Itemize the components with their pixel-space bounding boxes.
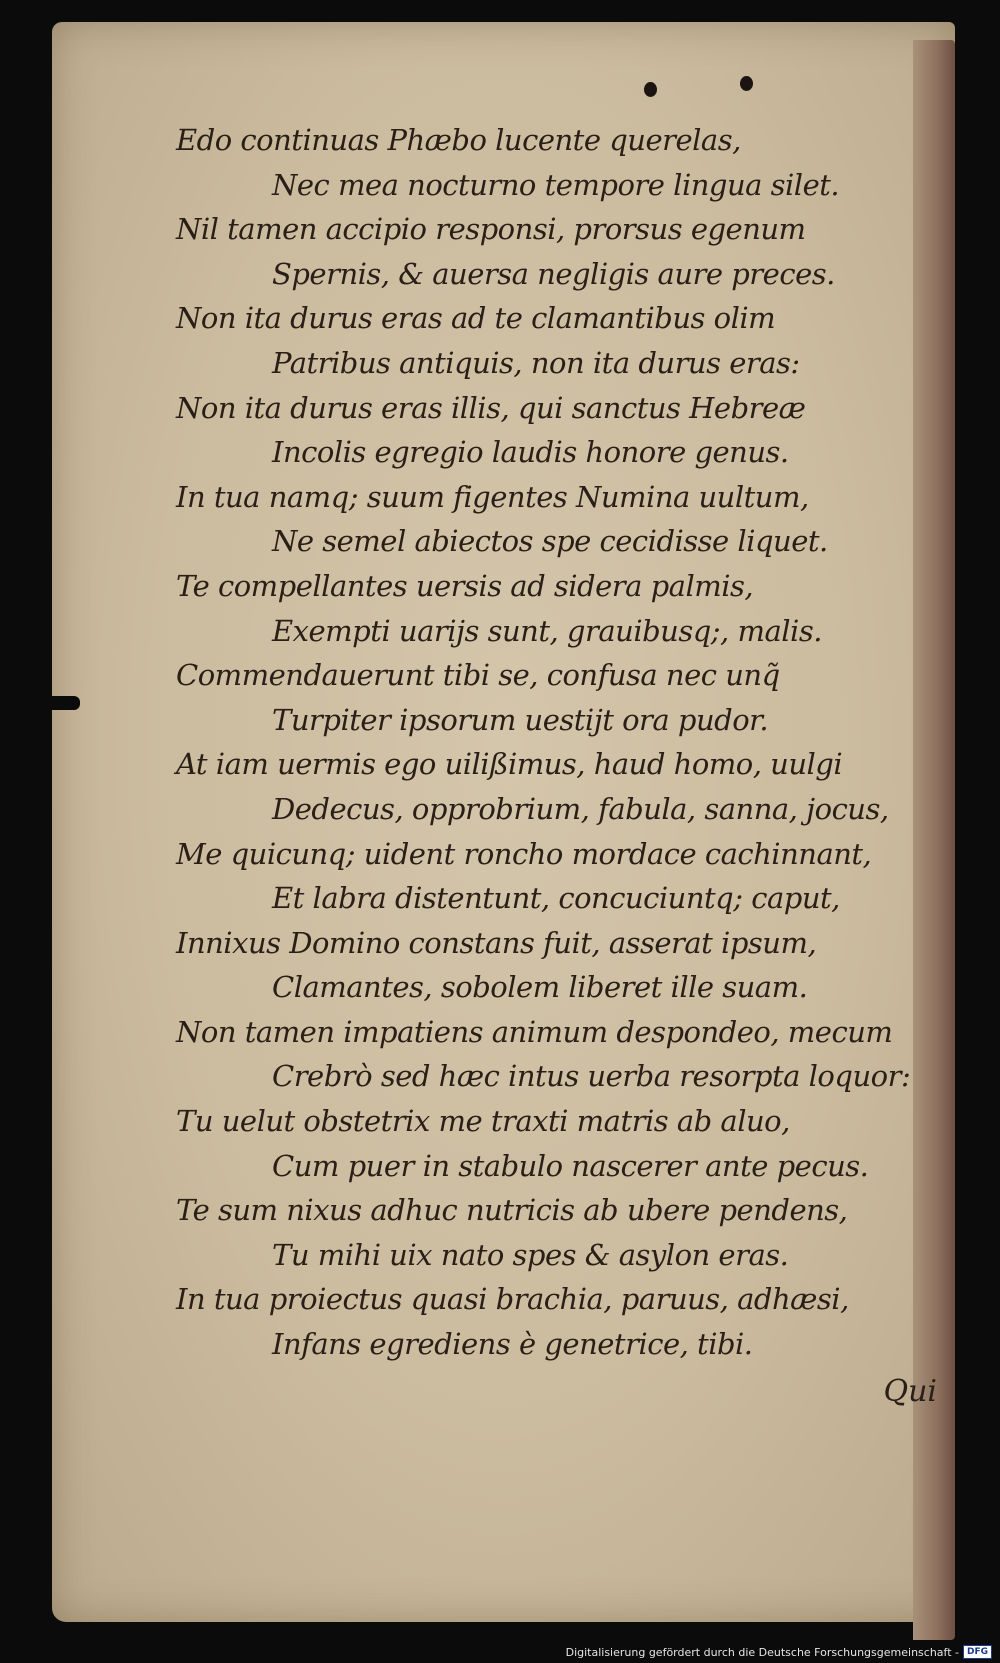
verse-line-pentameter: Tu mihi uix nato spes & asylon eras.	[272, 1237, 789, 1272]
verse-line-hexameter: In tua proiectus quasi brachia, paruus, adhæsi,	[176, 1282, 849, 1317]
verse-line-pentameter: Cum puer in stabulo nascerer ante pecus.	[272, 1148, 869, 1183]
dfg-logo: DFG	[963, 1645, 992, 1659]
footer-credit: Digitalisierung gefördert durch die Deutsche Forschungsgemeinschaft -	[565, 1645, 959, 1659]
verse-line-pentameter: Crebrò sed hæc intus uerba resorpta loquor:	[272, 1059, 911, 1094]
catchword: Qui	[883, 1374, 937, 1409]
verse-line-pentameter: Ne semel abiectos spe cecidisse liquet.	[272, 524, 828, 559]
verse-line-hexameter: Me quicunq; uident roncho mordace cachinnant,	[176, 836, 872, 871]
verse-line-pentameter: Clamantes, sobolem liberet ille suam.	[272, 970, 808, 1005]
verse-line-pentameter: Exempti uarijs sunt, grauibusq;, malis.	[272, 613, 822, 648]
verse-line-hexameter: Tu uelut obstetrix me traxti matris ab aluo,	[176, 1104, 790, 1139]
verse-line-pentameter: Patribus antiquis, non ita durus eras:	[272, 345, 800, 380]
verse-line-hexameter: Non tamen impatiens animum despondeo, mecum	[176, 1014, 893, 1049]
verse-text-block	[176, 118, 936, 1367]
digitization-footer	[566, 1645, 992, 1659]
margin-tab	[50, 696, 80, 710]
verse-line-hexameter: At iam uermis ego uilißimus, haud homo, uulgi	[176, 747, 843, 782]
verse-line-hexameter: Te sum nixus adhuc nutricis ab ubere pendens,	[176, 1193, 848, 1228]
verse-line-hexameter: Innixus Domino constans fuit, asserat ipsum,	[176, 925, 817, 960]
verse-line-hexameter: In tua namq; suum figentes Numina uultum,	[176, 479, 809, 514]
ink-spot	[644, 82, 657, 97]
verse-line-pentameter: Spernis, & auersa negligis aure preces.	[272, 256, 835, 291]
verse-line-hexameter: Non ita durus eras illis, qui sanctus Hebreæ	[176, 390, 806, 425]
verse-line-hexameter: Commendauerunt tibi se, confusa nec unq̃	[176, 658, 780, 693]
verse-line-hexameter: Nil tamen accipio responsi, prorsus egenum	[176, 212, 806, 247]
verse-line-hexameter: Te compellantes uersis ad sidera palmis,	[176, 568, 754, 603]
verse-line-pentameter: Infans egrediens è genetrice, tibi.	[272, 1327, 753, 1362]
verse-line-pentameter: Incolis egregio laudis honore genus.	[272, 435, 789, 470]
verse-line-pentameter: Dedecus, opprobrium, fabula, sanna, jocus,	[272, 791, 889, 826]
verse-line-hexameter: Edo continuas Phæbo lucente querelas,	[176, 123, 741, 157]
verse-line-pentameter: Nec mea nocturno tempore lingua silet.	[272, 167, 840, 202]
verse-line-hexameter: Non ita durus eras ad te clamantibus olim	[176, 301, 776, 336]
verse-line-pentameter: Turpiter ipsorum uestijt ora pudor.	[272, 702, 769, 737]
ink-spot	[740, 76, 753, 91]
verse-line-pentameter: Et labra distentunt, concuciuntq; caput,	[272, 881, 840, 916]
